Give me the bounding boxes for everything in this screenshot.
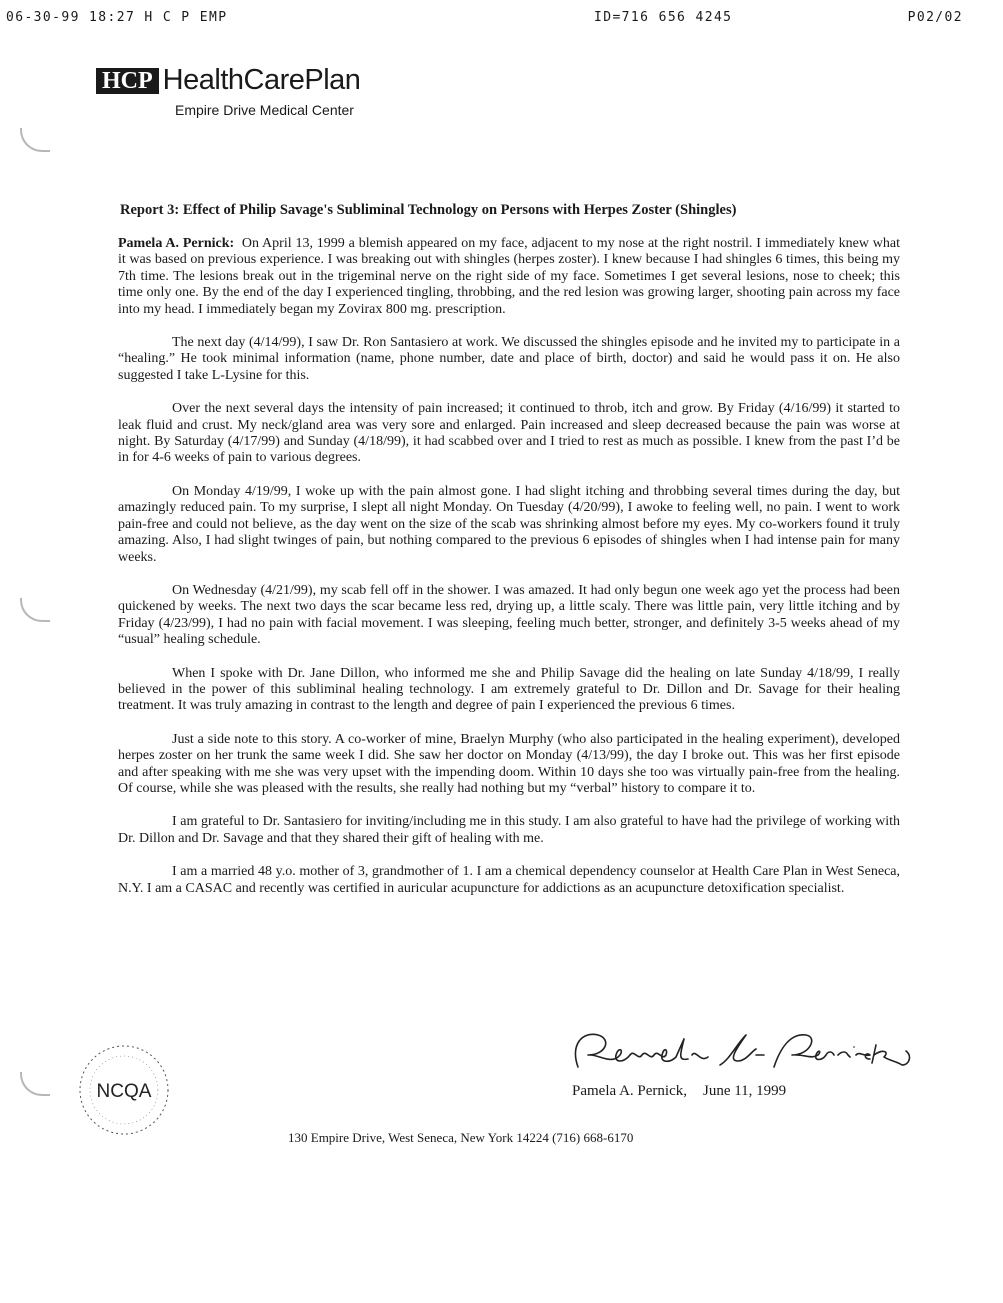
- paragraph: I am grateful to Dr. Santasiero for inviting/including me in this study. I am also grateful to have had the privilege of working with Dr. Dillon and Dr. Savage and that they shared their gift of healing with me.: [118, 814, 900, 846]
- report-body: [118, 236, 900, 914]
- center-name: Empire Drive Medical Center: [175, 102, 354, 118]
- hole-punch-mark: [20, 128, 50, 152]
- signature-date: June 11, 1999: [702, 1083, 787, 1099]
- hole-punch-mark: [20, 598, 50, 622]
- fax-id: ID=716 656 4245: [594, 10, 733, 25]
- logo-mark: HCP: [96, 68, 159, 94]
- report-title: Report 3: Effect of Philip Savage's Subliminal Technology on Persons with Herpes Zoster (Shingles): [120, 202, 737, 218]
- paragraph: On Wednesday (4/21/99), my scab fell off in the shower. I was amazed. It had only begun one week ago yet the process had been quickened by weeks. The next two days the scar became less red, drying up, a little scaly. There was little pain, very little itching and by Friday (4/23/99), I had no pain with facial movement. I was sleeping, feeling much better, stronger, and definitely 3-5 weeks ahead of my “usual” healing schedule.: [118, 582, 900, 648]
- logo: [96, 64, 360, 97]
- paragraph: I am a married 48 y.o. mother of 3, grandmother of 1. I am a chemical dependency counselor at Health Care Plan in West Seneca, N.Y. I am a CASAC and recently was certified in auricular acupuncture for addictions as an acupuncture detoxification specialist.: [118, 864, 900, 896]
- seal-text: NCQA: [96, 1081, 152, 1102]
- footer-address: 130 Empire Drive, West Seneca, New York 14224 (716) 668-6170: [288, 1130, 634, 1145]
- paragraph-text: On April 13, 1999 a blemish appeared on my face, adjacent to my nose at the right nostril. I immediately knew what it was based on previous experience. I was breaking out with shingles (herpes zoster). I knew because I had shingles 6 times, this being my 7th time. The lesions break out in the trigeminal nerve on the right side of my face. Sometimes I get several lesions, nose to cheek; this time only one. By the end of the day I experienced tingling, throbbing, and the red lesion was growing larger, shooting pain across my face into my head. I immediately began my Zovirax 800 mg. prescription.: [118, 236, 900, 317]
- paragraph: [118, 236, 900, 318]
- fax-header: [6, 10, 963, 30]
- paragraph: The next day (4/14/99), I saw Dr. Ron Santasiero at work. We discussed the shingles episode and he invited my to participate in a “healing.” He took minimal information (name, phone number, date and place of birth, doctor) and said he would pass it on. He also suggested I take L-Lysine for this.: [118, 335, 900, 383]
- org-name: HealthCarePlan: [162, 64, 361, 96]
- signature-line: [572, 1083, 786, 1100]
- letterhead: [96, 64, 360, 118]
- paragraph: On Monday 4/19/99, I woke up with the pain almost gone. I had slight itching and throbbing several times during the day, but amazingly reduced pain. To my surprise, I slept all night Monday. On Tuesday (4/20/99), I awoke to feeling well, no pain. I went to work pain-free and could not believe, as the day went on the size of the scab was shrinking almost before my eyes. My co-workers found it truly amazing. Also, I had slight twinges of pain, but nothing compared to the previous 6 episodes of shingles when I had intense pain for many weeks.: [118, 483, 900, 565]
- ncqa-seal-icon: [74, 1040, 174, 1140]
- fax-page-number: P02/02: [907, 10, 963, 25]
- paragraph: Just a side note to this story. A co-worker of mine, Braelyn Murphy (who also participated in the healing experiment), developed herpes zoster on her trunk the same week I did. She saw her doctor on Monday (4/13/99), the day I broke out. This was her first episode and after speaking with me she was very upset with the impending doom. Within 10 days she too was virtually pain-free from the healing. Of course, while she was pleased with the results, she really had nothing but my “verbal” history to compare it to.: [118, 731, 900, 796]
- fax-timestamp: 06-30-99 18:27 H C P EMP: [6, 10, 228, 25]
- author-lead: Pamela A. Pernick:: [118, 236, 235, 251]
- paragraph: Over the next several days the intensity of pain increased; it continued to throb, itch and grow. By Friday (4/16/99) it started to leak fluid and crust. My neck/gland area was very sore and enlarged. Pain increased and sleep decreased because the pain was worse at night. By Saturday (4/17/99) and Sunday (4/18/99), it had scabbed over and I tried to rest as much as possible. I knew from the past I’d be in for 4-6 weeks of pain to various degrees.: [118, 401, 900, 466]
- handwritten-signature: [560, 1025, 920, 1080]
- paragraph: When I spoke with Dr. Jane Dillon, who informed me she and Philip Savage did the healing on late Sunday 4/18/99, I really believed in the power of this subliminal healing technology. I am extremely grateful to Dr. Dillon and Dr. Savage for their healing treatment. It was truly amazing in contrast to the length and degree of pain I experienced the previous 6 times.: [118, 665, 900, 714]
- signer-name: Pamela A. Pernick,: [572, 1083, 687, 1099]
- hole-punch-mark: [20, 1072, 50, 1096]
